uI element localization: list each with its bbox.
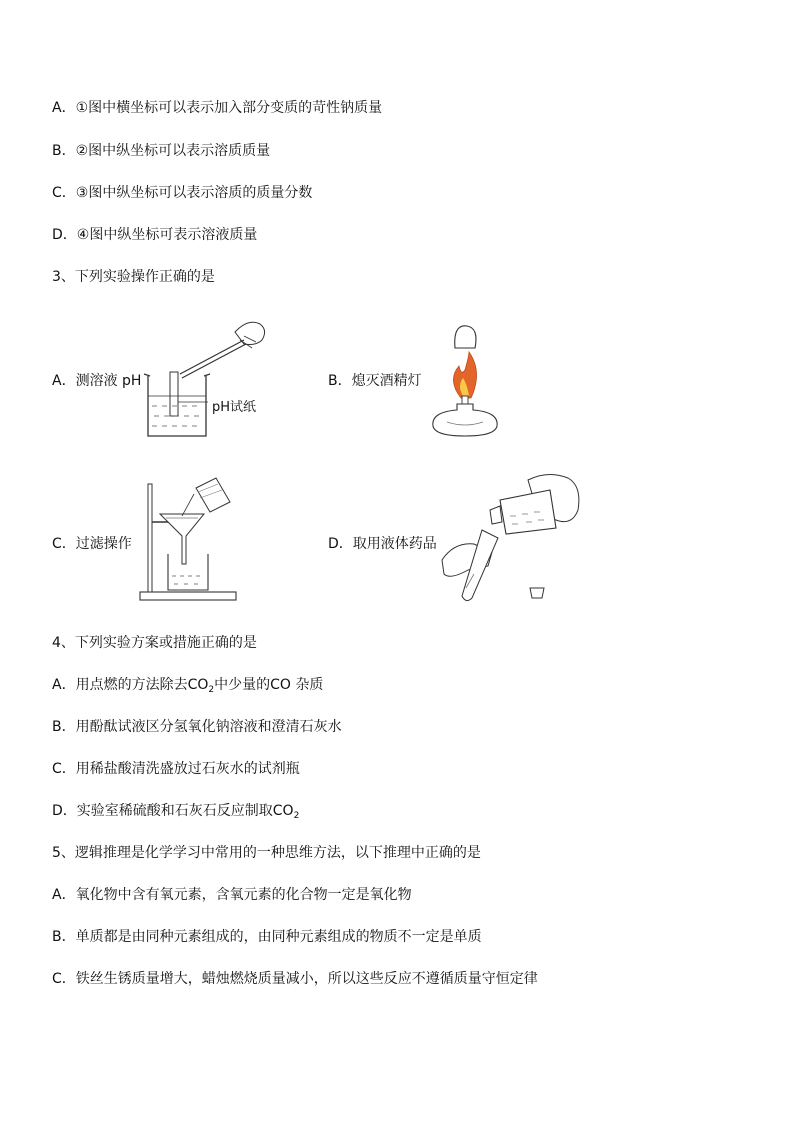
q4-option-a: A．用点燃的方法除去$CO_2$中少量的CO 杂质 [52,677,324,695]
q3-option-d-label: D．取用液体药品 [328,536,437,552]
q3-option-b-label: B．熄灭酒精灯 [328,373,422,389]
q2-option-c: C．③图中纵坐标可以表示溶质的质量分数 [52,185,313,201]
filtration-illustration [138,472,238,604]
q4-option-b: B．用酚酞试液区分氢氧化钠溶液和澄清石灰水 [52,719,342,735]
q5-stem: 5、逻辑推理是化学学习中常用的一种思维方法，以下推理中正确的是 [52,845,481,861]
ph-test-illustration [140,312,290,442]
q5-option-b: B．单质都是由同种元素组成的，由同种元素组成的物质不一定是单质 [52,929,482,945]
alcohol-lamp-illustration [425,318,505,438]
q2-option-d: D．④图中纵坐标可表示溶液质量 [52,227,258,243]
q3-option-c-label: C．过滤操作 [52,536,132,552]
q5-option-a: A．氧化物中含有氧元素，含氧元素的化合物一定是氧化物 [52,887,412,903]
q5-option-c: C．铁丝生锈质量增大，蜡烛燃烧质量减小，所以这些反应不遵循质量守恒定律 [52,971,538,987]
q2-option-a: A．①图中横坐标可以表示加入部分变质的苛性钠质量 [52,100,383,116]
q4-stem: 4、下列实验方案或措施正确的是 [52,635,257,651]
ph-paper-label: pH试纸 [212,400,257,415]
q3-stem: 3、下列实验操作正确的是 [52,269,215,285]
q4-option-c: C．用稀盐酸清洗盛放过石灰水的试剂瓶 [52,761,300,777]
liquid-pouring-illustration [438,470,588,606]
q3-option-a-label: A．测溶液 pH [52,373,142,389]
q4-option-d: D．实验室稀硫酸和石灰石反应制取$CO_2$ [52,803,300,821]
q2-option-b: B．②图中纵坐标可以表示溶质质量 [52,143,271,159]
